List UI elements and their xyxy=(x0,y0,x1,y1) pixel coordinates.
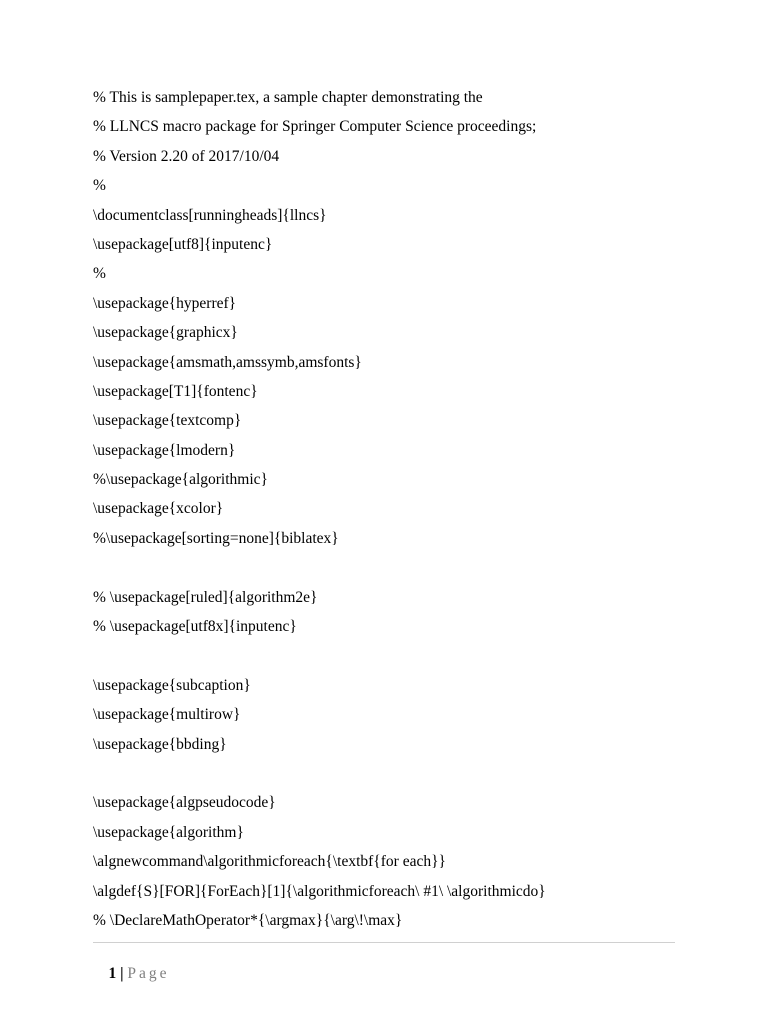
code-line: \usepackage{xcolor} xyxy=(93,500,224,518)
code-line: %\usepackage[sorting=none]{biblatex} xyxy=(93,529,339,547)
footer-divider xyxy=(93,942,675,943)
blank-line xyxy=(93,759,693,788)
code-line: \algnewcommand\algorithmicforeach{\textbf{for each}} xyxy=(93,853,446,871)
code-line: \usepackage[T1]{fontenc} xyxy=(93,382,258,400)
code-line: % This is samplepaper.tex, a sample chapter demonstrating the xyxy=(93,89,483,106)
blank-line xyxy=(93,553,693,582)
code-line: \algdef{S}[FOR]{ForEach}[1]{\algorithmicforeach\ #1\ \algorithmicdo} xyxy=(93,882,546,900)
code-line: % LLNCS macro package for Springer Computer Science proceedings; xyxy=(93,118,537,136)
code-line: \documentclass[runningheads]{llncs} xyxy=(93,206,327,224)
code-line: \usepackage{textcomp} xyxy=(93,412,242,430)
page-number: 1 xyxy=(108,965,117,982)
code-line: % \usepackage[ruled]{algorithm2e} xyxy=(93,588,318,606)
code-line: % xyxy=(93,265,106,283)
document-body xyxy=(93,83,693,935)
code-line: \usepackage{graphicx} xyxy=(93,324,238,342)
blank-line xyxy=(93,641,693,670)
page-separator: | xyxy=(116,965,128,982)
code-line: % xyxy=(93,177,106,195)
code-line: \usepackage{subcaption} xyxy=(93,676,251,694)
code-line: \usepackage[utf8]{inputenc} xyxy=(93,235,273,253)
code-line: \usepackage{hyperref} xyxy=(93,294,237,312)
code-line: \usepackage{lmodern} xyxy=(93,441,236,459)
page-label: Page xyxy=(127,965,170,982)
code-line: % \usepackage[utf8x]{inputenc} xyxy=(93,618,297,636)
page-footer xyxy=(93,944,170,982)
code-line: % \DeclareMathOperator*{\argmax}{\arg\!\max} xyxy=(93,911,403,929)
code-line: %\usepackage{algorithmic} xyxy=(93,471,268,489)
code-line: % Version 2.20 of 2017/10/04 xyxy=(93,147,280,165)
code-line: \usepackage{algpseudocode} xyxy=(93,794,276,812)
code-line: \usepackage{amsmath,amssymb,amsfonts} xyxy=(93,353,362,371)
code-line: \usepackage{algorithm} xyxy=(93,823,244,841)
code-line: \usepackage{multirow} xyxy=(93,706,241,724)
code-line: \usepackage{bbding} xyxy=(93,735,227,753)
